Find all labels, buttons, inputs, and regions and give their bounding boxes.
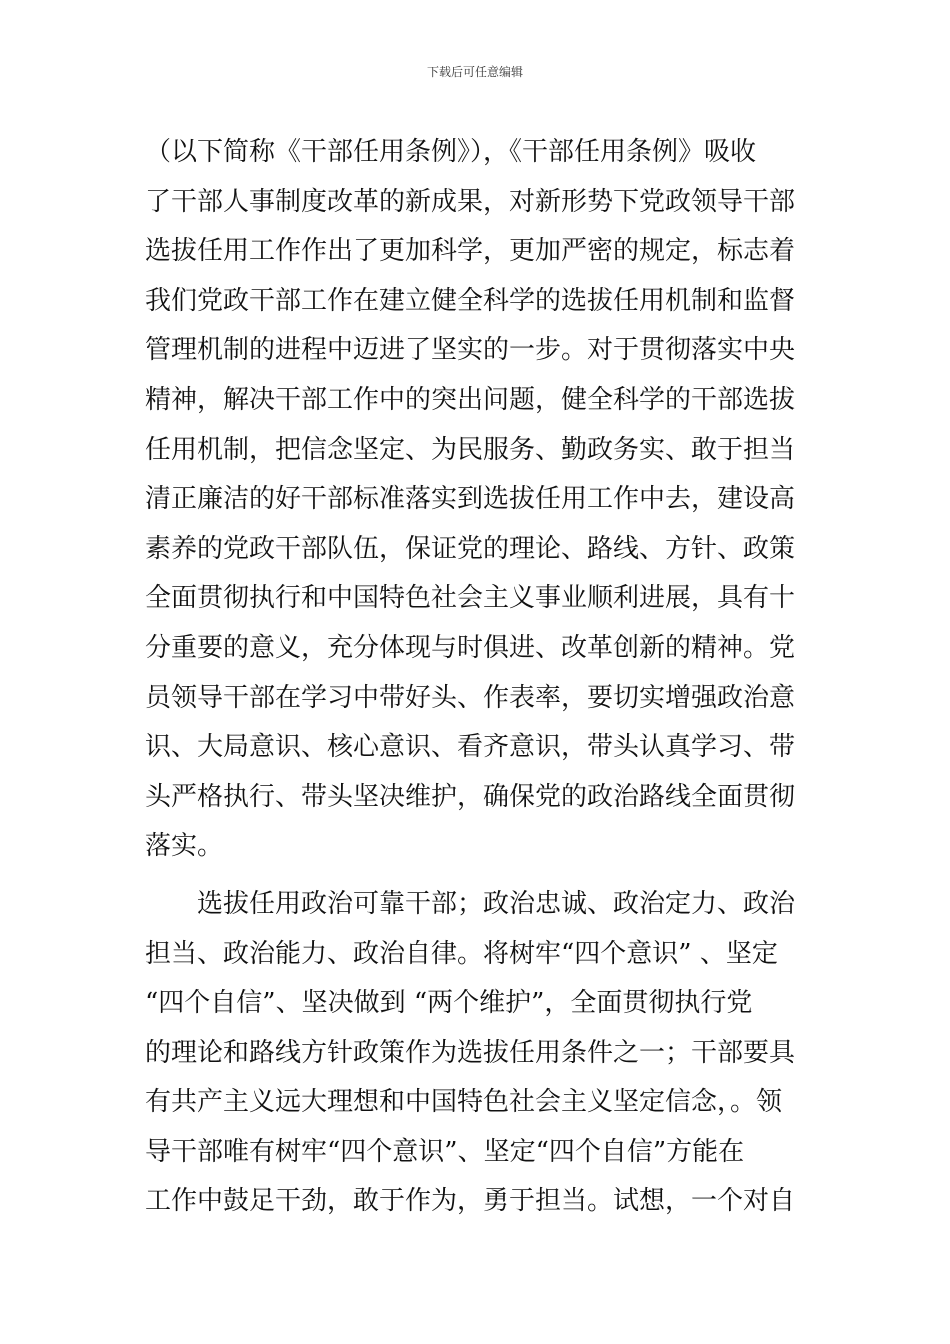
text-line: 我们党政干部工作在建立健全科学的选拔任用机制和监督 bbox=[145, 285, 796, 316]
text-line: 工作中鼓足干劲，敢于作为，勇于担当。试想，一个对自 bbox=[145, 1186, 796, 1217]
text-line: 精神，解决干部工作中的突出问题，健全科学的干部选拔 bbox=[145, 384, 796, 415]
text-line: 落实。 bbox=[145, 831, 224, 862]
paragraph-2 bbox=[145, 880, 805, 1227]
text-line: （以下简称《干部任用条例》），《干部任用条例》吸收 bbox=[145, 137, 757, 167]
paragraph-gap bbox=[145, 872, 805, 880]
text-line: 有共产主义远大理想和中国特色社会主义坚定信念，。领 bbox=[145, 1087, 783, 1118]
text-line: 分重要的意义，充分体现与时俱进、改革创新的精神。党 bbox=[145, 632, 796, 663]
text-line: 素养的党政干部队伍，保证党的理论、路线、方针、政策 bbox=[145, 533, 796, 564]
text-line: 选拔任用工作作出了更加科学，更加严密的规定，标志着 bbox=[145, 236, 796, 267]
text-line-first: 选拔任用政治可靠干部；政治忠诚、政治定力、政治 bbox=[197, 888, 796, 919]
text-line: 导干部唯有树牢“四个意识”、坚定“四个自信”方能在 bbox=[145, 1136, 745, 1167]
text-line: 员领导干部在学习中带好头、作表率，要切实增强政治意 bbox=[145, 682, 796, 713]
text-line: 的理论和路线方针政策作为选拔任用条件之一；干部要具 bbox=[145, 1037, 796, 1068]
text-line: “四个自信”、坚决做到 “两个维护”，全面贯彻执行党 bbox=[145, 988, 753, 1019]
text-line: 清正廉洁的好干部标准落实到选拔任用工作中去，建设高 bbox=[145, 484, 796, 515]
text-line: 了干部人事制度改革的新成果，对新形势下党政领导干部 bbox=[145, 186, 796, 217]
text-line: 担当、政治能力、政治自律。将树牢“四个意识” 、坚定 bbox=[145, 938, 778, 969]
text-line: 全面贯彻执行和中国特色社会主义事业顺利进展，具有十 bbox=[145, 583, 796, 614]
page-header: 下载后可任意编辑 bbox=[426, 65, 523, 79]
text-line: 头严格执行、带头坚决维护，确保党的政治路线全面贯彻 bbox=[145, 781, 796, 812]
document-body bbox=[145, 128, 805, 1227]
text-line: 管理机制的进程中迈进了坚实的一步。对于贯彻落实中央 bbox=[145, 335, 796, 366]
text-line: 识、大局意识、核心意识、看齐意识，带头认真学习、带 bbox=[145, 732, 796, 763]
text-line: 任用机制，把信念坚定、为民服务、勤政务实、敢于担当 bbox=[145, 434, 796, 465]
paragraph-1 bbox=[145, 128, 805, 872]
